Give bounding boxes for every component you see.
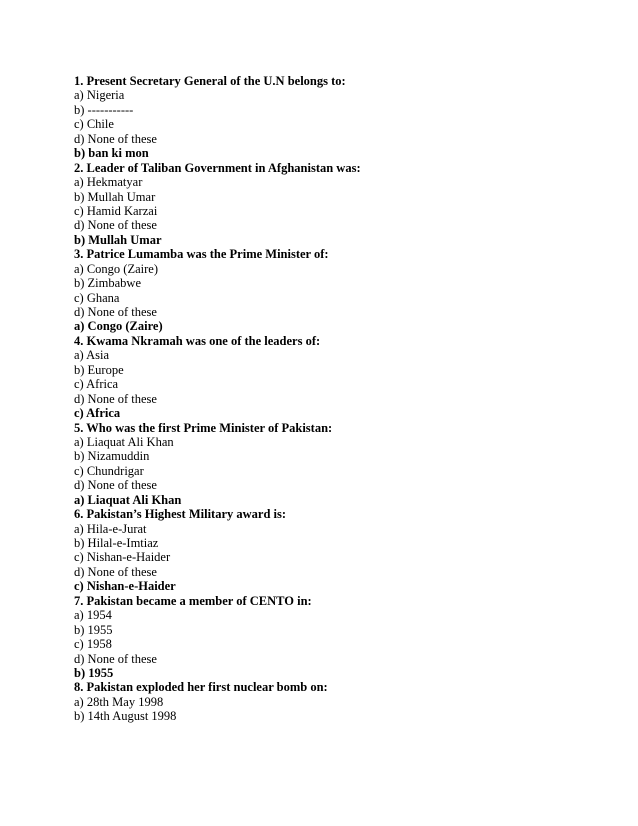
answer-text: b) ban ki mon — [74, 146, 149, 161]
question-block — [74, 334, 574, 421]
question-block — [74, 507, 574, 594]
option-b: b) ----------- — [74, 102, 134, 117]
option-a: a) 28th May 1998 — [74, 694, 164, 709]
option-a: a) Nigeria — [74, 88, 125, 103]
question-text: 2. Leader of Taliban Government in Afghanistan was: — [74, 160, 361, 175]
option-c: c) Chundrigar — [74, 463, 144, 478]
question-block — [74, 680, 574, 723]
question-block — [74, 74, 574, 161]
option-a: a) Hila-e-Jurat — [74, 521, 147, 536]
question-text: 1. Present Secretary General of the U.N belongs to: — [74, 74, 346, 88]
option-b: b) Nizamuddin — [74, 449, 150, 464]
option-c: c) Nishan-e-Haider — [74, 550, 171, 565]
option-b: b) 1955 — [74, 622, 113, 637]
option-b: b) Mullah Umar — [74, 189, 156, 204]
option-b: b) Zimbabwe — [74, 276, 141, 291]
option-d: d) None of these — [74, 131, 157, 146]
option-d: d) None of these — [74, 305, 157, 319]
option-a: a) Congo (Zaire) — [74, 261, 158, 276]
answer-text: c) Nishan-e-Haider — [74, 579, 176, 594]
answer-text: b) Mullah Umar — [74, 232, 162, 247]
answer-text: a) Congo (Zaire) — [74, 319, 163, 334]
option-d: d) None of these — [74, 564, 157, 579]
quiz-content — [74, 74, 574, 724]
option-d: d) None of these — [74, 218, 157, 233]
option-c: c) Ghana — [74, 290, 120, 305]
option-d: d) None of these — [74, 391, 157, 406]
question-text: 6. Pakistan’s Highest Military award is: — [74, 507, 287, 522]
question-text: 4. Kwama Nkramah was one of the leaders of: — [74, 333, 321, 348]
option-a: a) Hekmatyar — [74, 175, 143, 190]
question-text: 8. Pakistan exploded her first nuclear bomb on: — [74, 680, 328, 695]
question-text: 7. Pakistan became a member of CENTO in: — [74, 593, 312, 608]
option-a: a) Liaquat Ali Khan — [74, 434, 174, 449]
answer-text: a) Liaquat Ali Khan — [74, 492, 182, 507]
question-block — [74, 161, 574, 248]
option-d: d) None of these — [74, 478, 157, 493]
question-block — [74, 247, 574, 334]
option-c: c) Chile — [74, 117, 114, 132]
question-block — [74, 421, 574, 508]
option-c: c) 1958 — [74, 637, 112, 652]
answer-text: c) Africa — [74, 406, 121, 421]
answer-text: b) 1955 — [74, 665, 114, 680]
question-text: 5. Who was the first Prime Minister of Pakistan: — [74, 420, 333, 435]
option-c: c) Africa — [74, 377, 119, 392]
question-block — [74, 594, 574, 681]
option-a: a) 1954 — [74, 608, 112, 623]
option-a: a) Asia — [74, 348, 110, 363]
question-text: 3. Patrice Lumamba was the Prime Minister of: — [74, 247, 329, 262]
option-b: b) 14th August 1998 — [74, 709, 177, 724]
option-b: b) Hilal-e-Imtiaz — [74, 536, 159, 550]
option-d: d) None of these — [74, 651, 157, 666]
option-c: c) Hamid Karzai — [74, 203, 158, 218]
option-b: b) Europe — [74, 362, 124, 377]
